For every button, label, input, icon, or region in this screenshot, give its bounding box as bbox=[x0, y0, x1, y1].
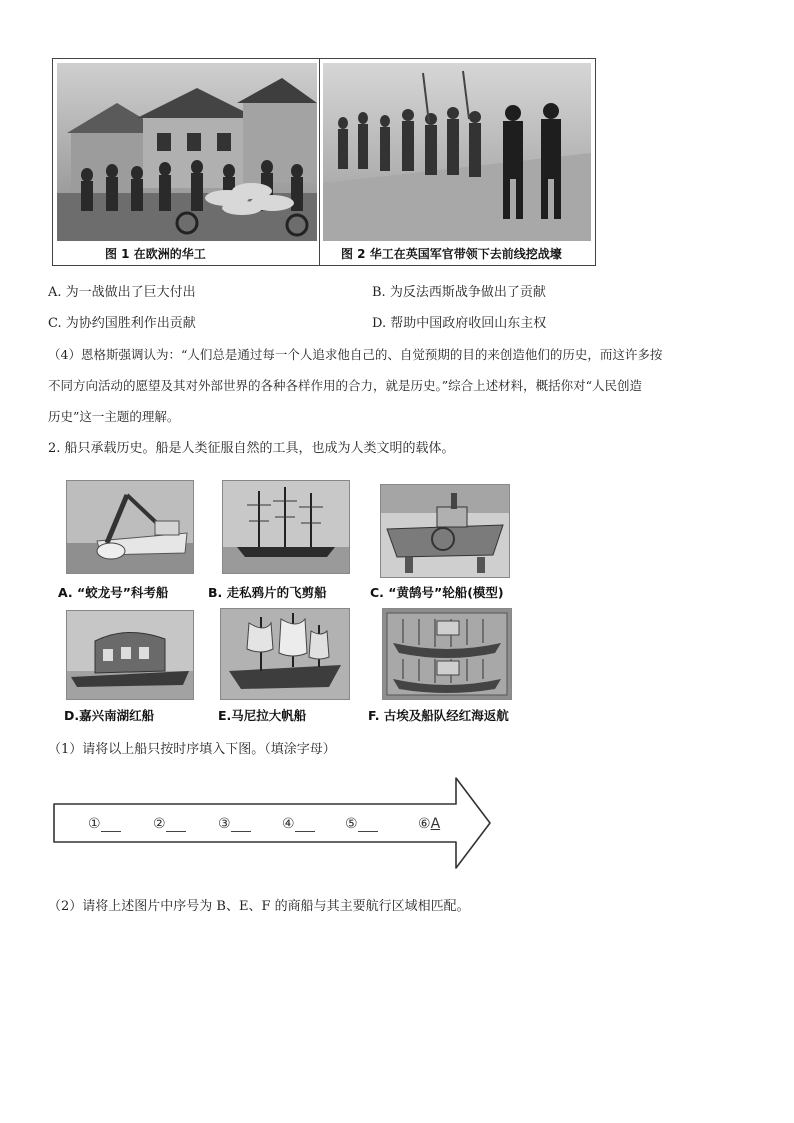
slot-1-blank[interactable] bbox=[101, 817, 121, 832]
timeline-slot-3[interactable] bbox=[218, 816, 251, 832]
photo-divider bbox=[319, 59, 320, 265]
option-a: A. 为一战做出了巨大付出 bbox=[48, 285, 196, 300]
slot-6-answer: A bbox=[430, 816, 441, 832]
timeline-slot-4[interactable] bbox=[282, 816, 315, 832]
option-b: B. 为反法西斯战争做出了贡献 bbox=[372, 285, 546, 300]
q2-intro: 2. 船只承载历史。船是人类征服自然的工具，也成为人类文明的载体。 bbox=[48, 441, 455, 456]
slot-2-blank[interactable] bbox=[166, 817, 186, 832]
slot-3-number: ③ bbox=[218, 816, 231, 832]
timeline-slot-1[interactable] bbox=[88, 816, 121, 832]
q4-line3: 历史”这一主题的理解。 bbox=[48, 409, 180, 424]
sub-question-2: （2）请将上述图片中序号为 B、E、F 的商船与其主要航行区域相匹配。 bbox=[48, 899, 470, 914]
sub-question-1: （1）请将以上船只按时序填入下图。（填涂字母） bbox=[48, 742, 336, 757]
ship-f-caption: F. 古埃及船队经红海返航 bbox=[368, 708, 509, 723]
laborers-trenches-photo bbox=[323, 63, 591, 241]
ship-b-image bbox=[222, 480, 350, 574]
ship-f-image bbox=[382, 608, 512, 700]
ship-d-image bbox=[66, 610, 194, 700]
ship-d-caption: D.嘉兴南湖红船 bbox=[64, 708, 155, 723]
fig2-caption: 图 2 华工在英国军官带领下去前线挖战壕 bbox=[341, 247, 562, 261]
slot-4-number: ④ bbox=[282, 816, 295, 832]
timeline-slot-2[interactable] bbox=[153, 816, 186, 832]
ship-b-caption: B. 走私鸦片的飞剪船 bbox=[208, 585, 327, 600]
timeline-slot-6[interactable] bbox=[418, 816, 440, 832]
ship-e-caption: E.马尼拉大帆船 bbox=[218, 708, 307, 723]
chinese-laborers-europe-photo bbox=[57, 63, 317, 241]
slot-4-blank[interactable] bbox=[295, 817, 315, 832]
q4-line2: 不同方向活动的愿望及其对外部世界的各种各样作用的合力，就是历史。”综合上述材料，概括你对“人民创造 bbox=[48, 378, 643, 393]
history-photo-panel bbox=[52, 58, 596, 266]
slot-1-number: ① bbox=[88, 816, 101, 832]
slot-5-blank[interactable] bbox=[358, 817, 378, 832]
slot-2-number: ② bbox=[153, 816, 166, 832]
q4-line1: （4）恩格斯强调认为：“人们总是通过每一个人追求他自己的、自觉预期的目的来创造他们的历史，而这许多按 bbox=[48, 347, 663, 362]
option-d: D. 帮助中国政府收回山东主权 bbox=[372, 316, 547, 331]
ship-a-caption: A. “蛟龙号”科考船 bbox=[58, 585, 169, 600]
ship-c-image bbox=[380, 484, 510, 578]
slot-5-number: ⑤ bbox=[345, 816, 358, 832]
ship-a-image bbox=[66, 480, 194, 574]
slot-6-number: ⑥ bbox=[418, 816, 431, 832]
option-c: C. 为协约国胜利作出贡献 bbox=[48, 316, 196, 331]
timeline-slot-5[interactable] bbox=[345, 816, 378, 832]
fig1-caption: 图 1 在欧洲的华工 bbox=[105, 247, 206, 261]
slot-3-blank[interactable] bbox=[231, 817, 251, 832]
ship-c-caption: C. “黄鹄号”轮船(模型) bbox=[370, 585, 504, 600]
ship-e-image bbox=[220, 608, 350, 700]
